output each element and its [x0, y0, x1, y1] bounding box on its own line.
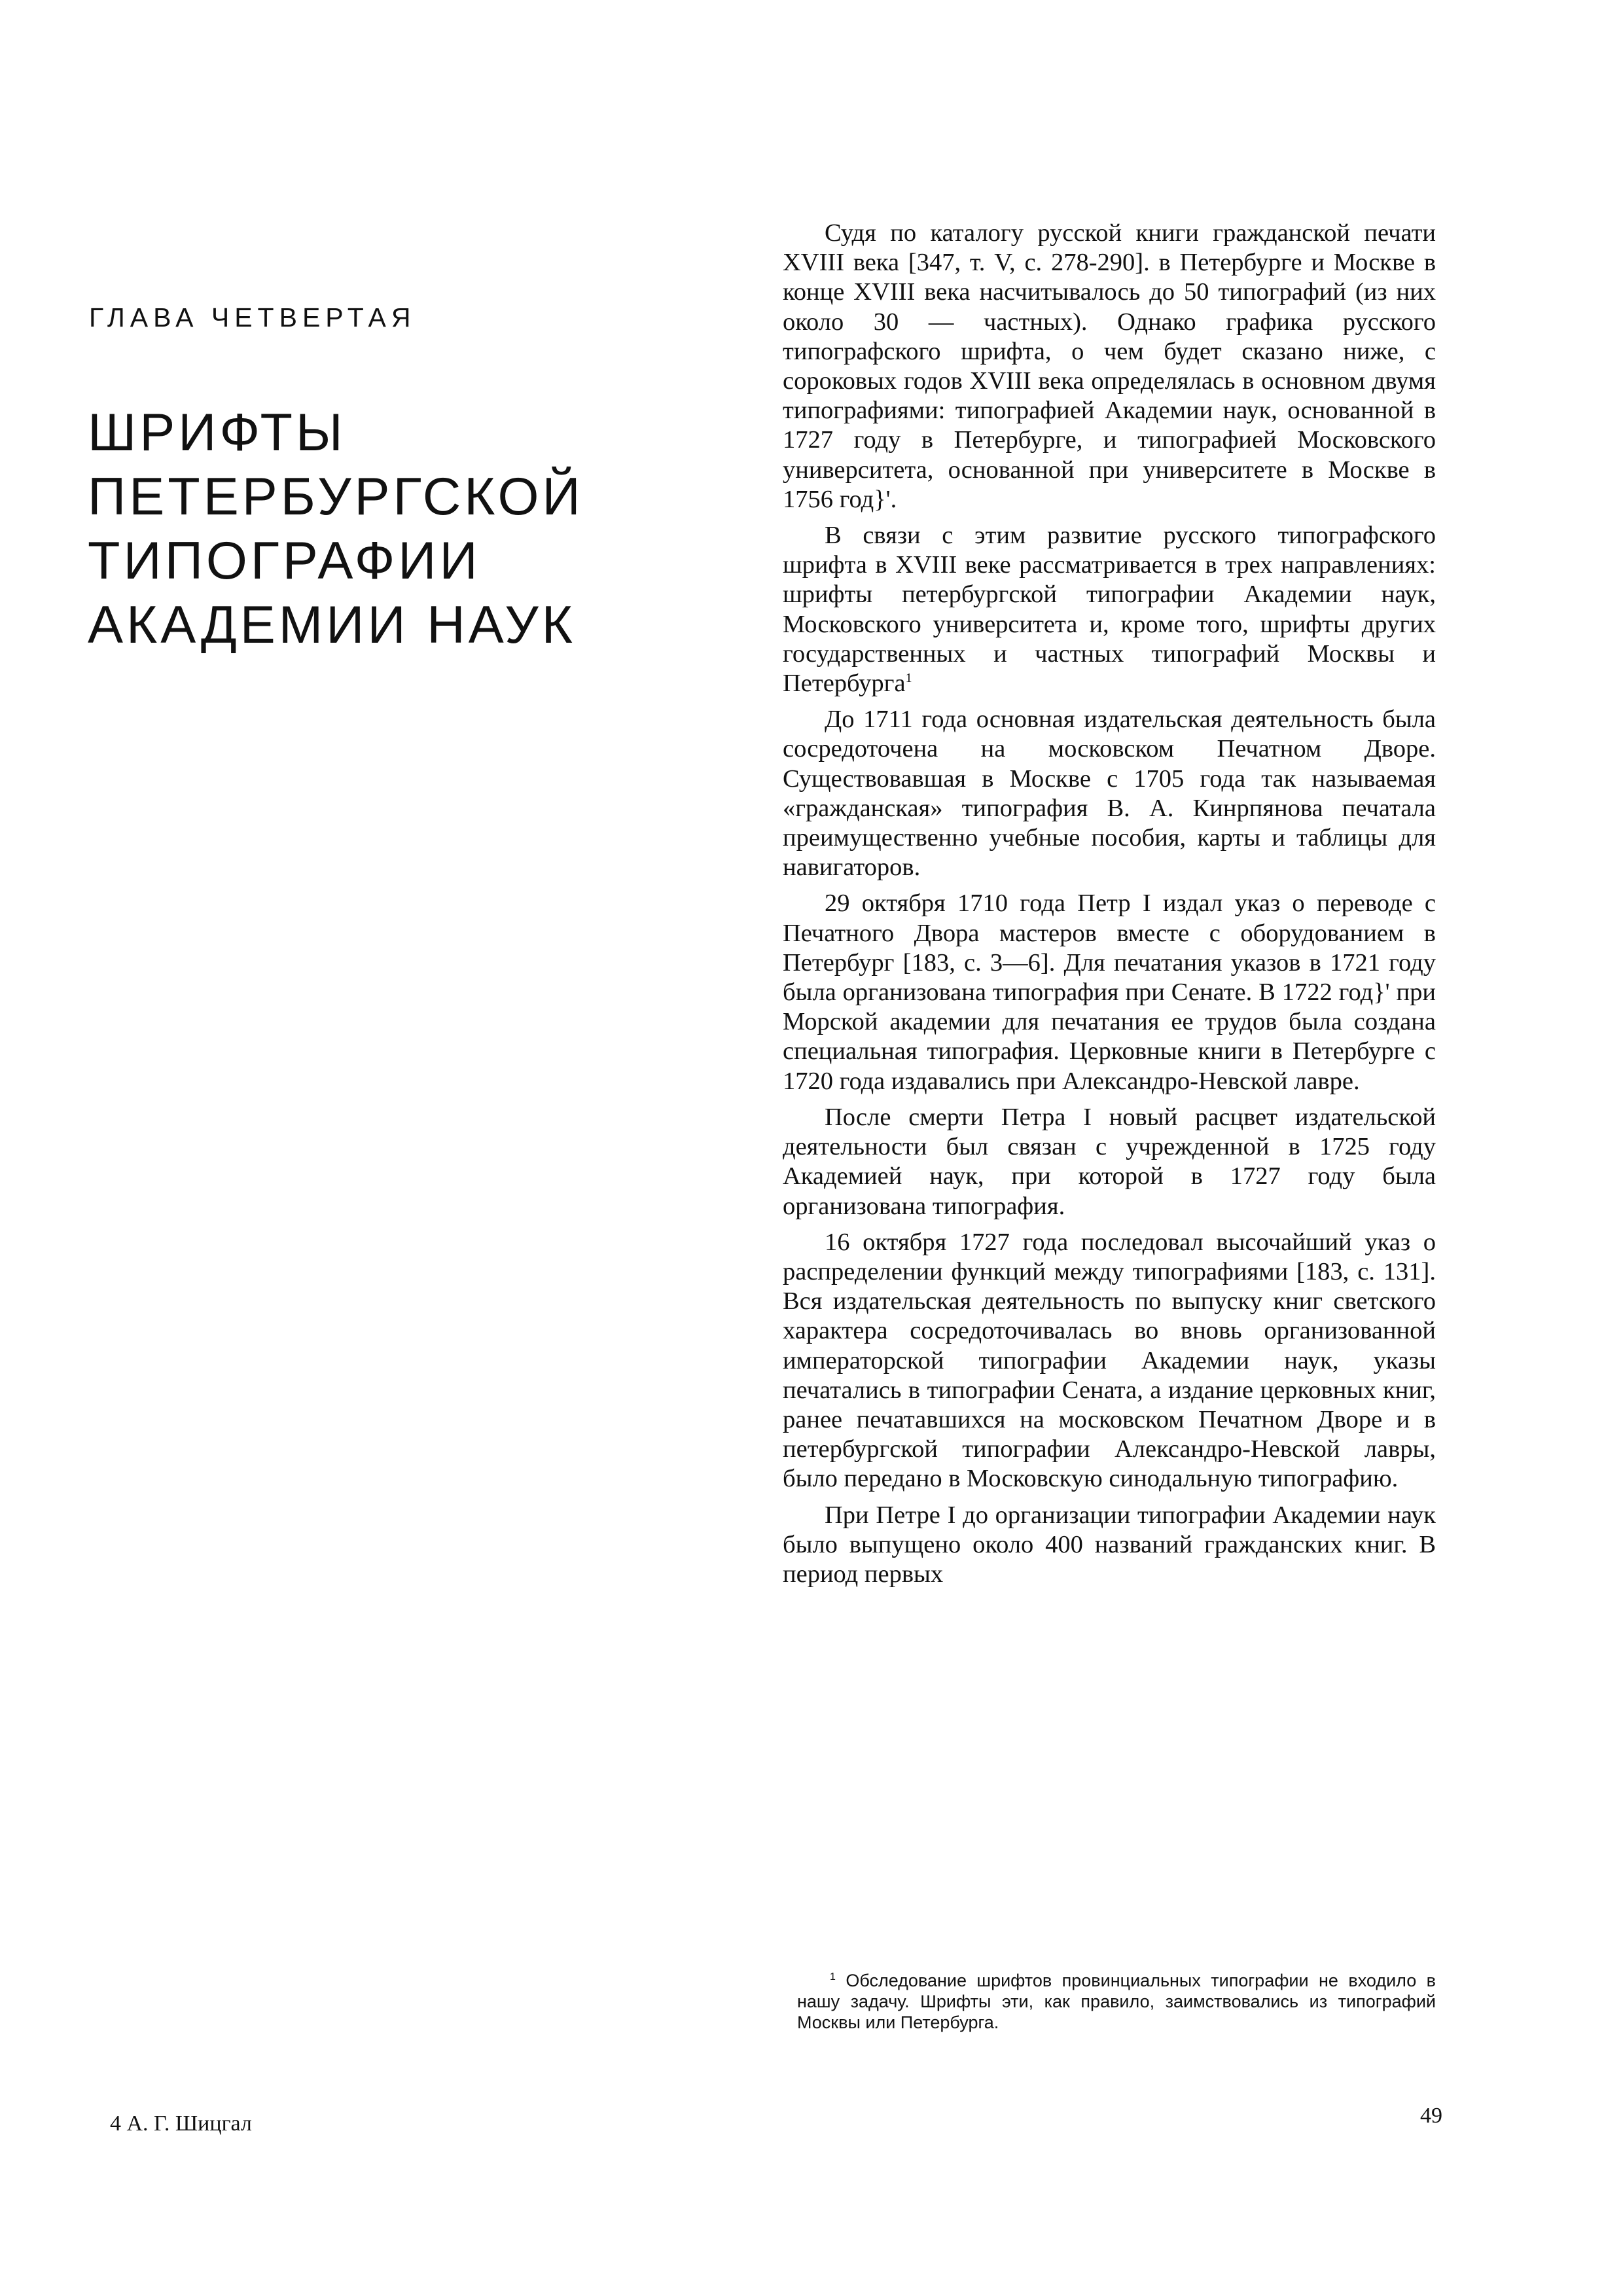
body-paragraph: При Петре I до организации типографии Академии наук было выпущено около 400 названий гражданских книг. В период первых: [783, 1501, 1436, 1588]
chapter-label: ГЛАВА ЧЕТВЕРТАЯ: [89, 302, 416, 332]
body-paragraph: [783, 521, 1436, 698]
page-number: 49: [1420, 2104, 1442, 2128]
body-paragraph: Судя по каталогу русской книги гражданской печати XVIII века [347, т. V, с. 278-290]. в Петербурге и Москве в конце XVIII века насчитывалось до 50 типографий (из них около 30 — частных). Однако графика русского типографского шрифта, о чем будет сказано ниже, с сороковых годов XVIII века определялась в основном двумя типографиями: типографией Академии наук, основанной в 1727 году в Петербурге, и типографией Московского университета, основанной при университете в Москве в 1756 год}'.: [783, 219, 1436, 513]
chapter-title-line: ТИПОГРАФИИ: [88, 531, 481, 590]
signature-mark: 4 А. Г. Шицгал: [110, 2111, 252, 2136]
footnote-marker: 1: [830, 1971, 836, 1982]
body-text-column: [783, 219, 1436, 1596]
footnote-text: Обследование шрифтов провинциальных типографии не входило в нашу задачу. Шрифты эти, как правило, заимствовались из типографий Москвы или Петербурга.: [797, 1971, 1436, 2032]
body-paragraph: 16 октября 1727 года последовал высочайший указ о распределении функций между типографиями [183, с. 131]. Вся издательская деятельность по выпуску книг светского характера сосредоточивалась во вновь организованной императорской типографии Академии наук, указы печатались в типографии Сената, а издание церковных книг, ранее печатавшихся на московском Печатном Дворе и в петербургской типографии Александро-Невской лавры, было передано в Московскую синодальную типографию.: [783, 1228, 1436, 1493]
body-paragraph-text: В связи с этим развитие русского типографского шрифта в XVIII веке рассматривается в трех направлениях: шрифты петербургской типографии Академии наук, Московского университета и, кроме того, шрифты других государственных и частных типографий Москвы и Петербурга: [783, 522, 1436, 698]
chapter-title: [88, 401, 584, 657]
chapter-title-line: ПЕТЕРБУРГСКОЙ: [88, 467, 584, 526]
body-paragraph: После смерти Петра I новый расцвет издательской деятельности был связан с учрежденной в 1725 году Академией наук, при которой в 1727 году была организована типография.: [783, 1103, 1436, 1220]
chapter-title-line: АКАДЕМИИ НАУК: [88, 596, 576, 655]
footnote-reference: 1: [905, 671, 912, 686]
body-paragraph: 29 октября 1710 года Петр I издал указ о переводе с Печатного Двора мастеров вместе с оборудованием в Петербург [183, с. 3—6]. Для печатания указов в 1721 году была организована типография при Сенате. В 1722 год}' при Морской академии для печатания ее трудов была создана специальная типография. Церковные книги в Петербурге с 1720 года издавались при Александро-Невской лавре.: [783, 889, 1436, 1095]
chapter-title-line: ШРИФТЫ: [88, 403, 346, 462]
body-paragraph: До 1711 года основная издательская деятельность была сосредоточена на московском Печатном Дворе. Существовавшая в Москве с 1705 года так называемая «гражданская» типография В. А. Кинрпянова печатала преимущественно учебные пособия, карты и таблицы для навигаторов.: [783, 706, 1436, 882]
footnote: [797, 1970, 1436, 2033]
